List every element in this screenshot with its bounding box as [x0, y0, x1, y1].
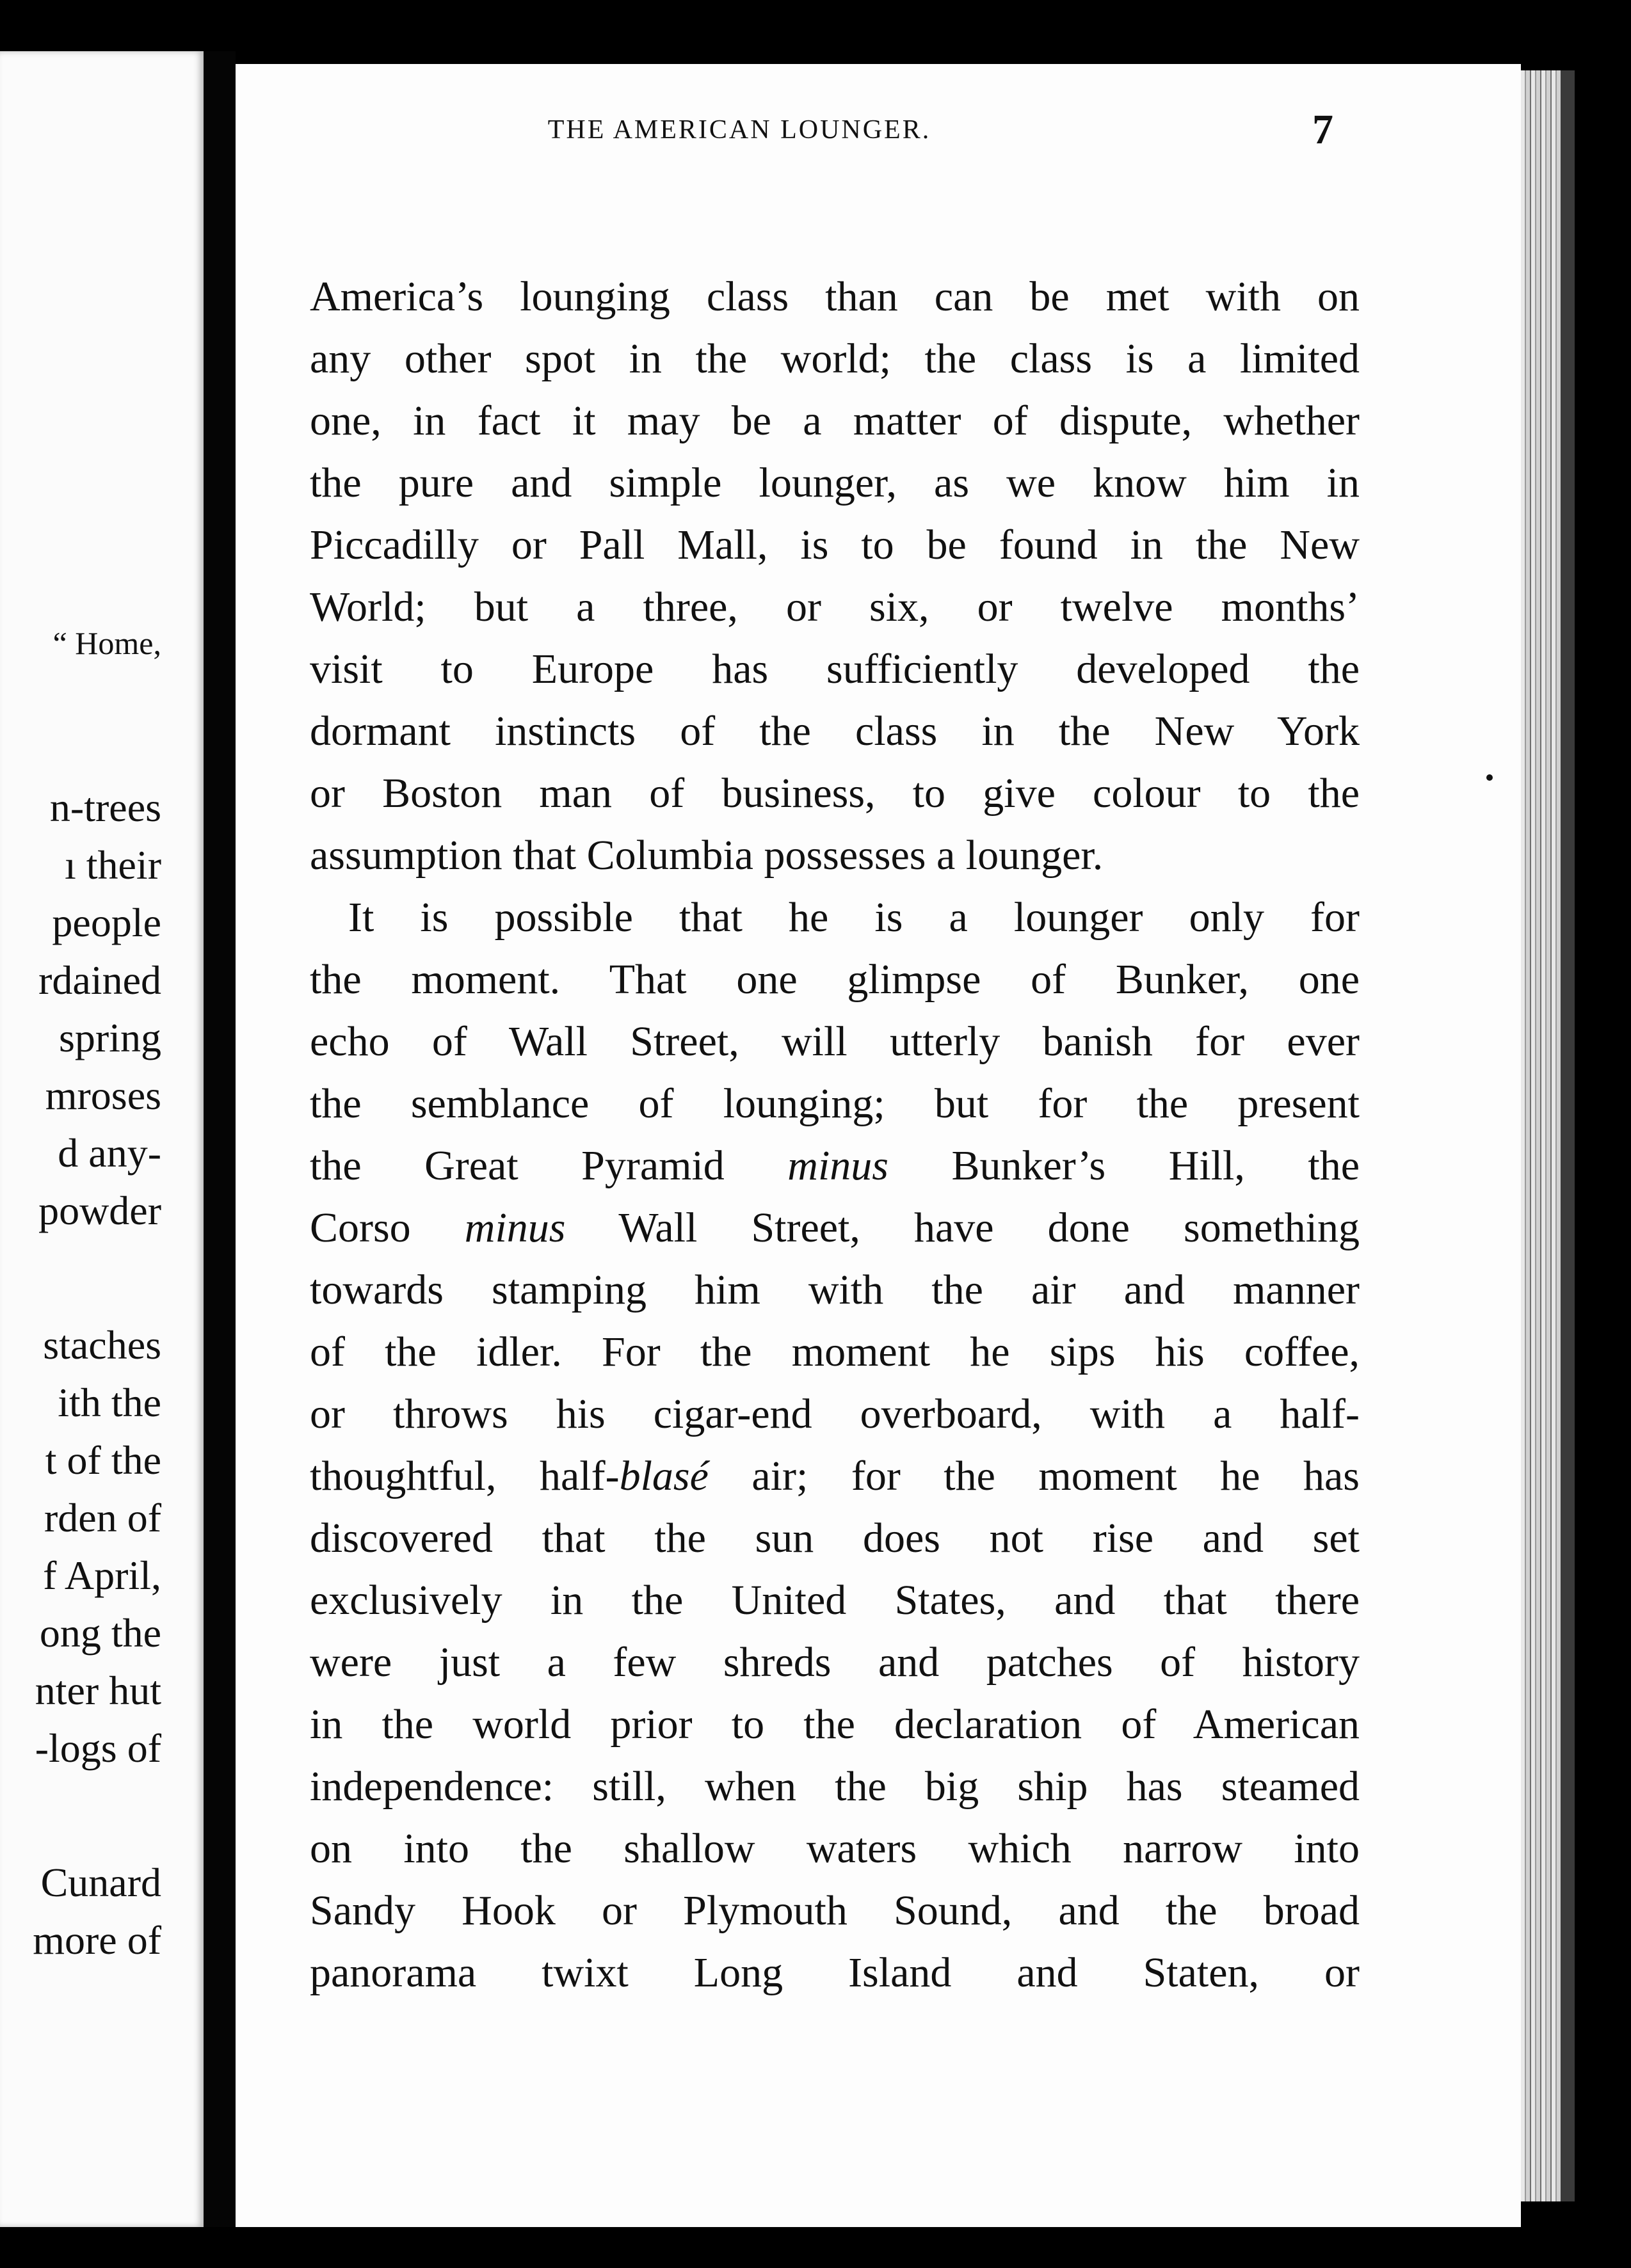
text-run: the Great Pyramid — [310, 1142, 725, 1189]
facing-page-line: ı their — [64, 842, 161, 888]
text-line: America’s lounging class than can be met with on — [310, 273, 1360, 320]
text-line-mixed — [310, 1448, 1360, 1505]
italic-text-run: blasé — [619, 1453, 709, 1499]
text-line: assumption that Columbia possesses a lounger. — [310, 832, 1104, 879]
text-line: discovered that the sun does not rise and set — [310, 1515, 1360, 1561]
text-run: air; for the moment he has — [751, 1453, 1360, 1499]
running-head: THE AMERICAN LOUNGER. — [547, 115, 931, 145]
facing-page-line: rdained — [38, 957, 161, 1003]
text-line: echo of Wall Street, will utterly banish for ever — [310, 1018, 1360, 1065]
facing-page-line: f April, — [43, 1553, 161, 1598]
facing-page-line: rden of — [44, 1495, 161, 1540]
text-line: the moment. That one glimpse of Bunker, one — [310, 956, 1360, 1003]
text-line: one, in fact it may be a matter of dispute, whether — [310, 397, 1360, 444]
text-line: any other spot in the world; the class is a limited — [310, 335, 1360, 382]
text-line: independence: still, when the big ship has steamed — [310, 1763, 1360, 1810]
facing-page-line: nter hut — [35, 1668, 161, 1713]
text-line: exclusively in the United States, and that there — [310, 1577, 1360, 1624]
facing-page-line: powder — [38, 1188, 161, 1233]
facing-page-line: -logs of — [35, 1725, 161, 1771]
text-line: the semblance of lounging; but for the present — [310, 1080, 1360, 1127]
text-line: World; but a three, or six, or twelve months’ — [310, 584, 1360, 630]
ink-speck — [1486, 774, 1493, 781]
paragraph-first-line: It is possible that he is a lounger only for — [348, 894, 1360, 941]
text-line: Piccadilly or Pall Mall, is to be found in the New — [310, 522, 1360, 568]
text-line: on into the shallow waters which narrow into — [310, 1825, 1360, 1872]
facing-page-line: t of the — [45, 1437, 161, 1483]
facing-page-line: n-trees — [49, 785, 161, 830]
facing-page-line: mroses — [45, 1073, 161, 1118]
text-run: Bunker’s Hill, the — [951, 1142, 1360, 1189]
text-run: thoughtful, half- — [310, 1453, 620, 1499]
facing-page-line: more of — [33, 1917, 161, 1963]
text-line: were just a few shreds and patches of history — [310, 1639, 1360, 1686]
italic-text-run: minus — [787, 1142, 888, 1189]
text-line: panorama twixt Long Island and Staten, or — [310, 1949, 1360, 1996]
italic-text-run: minus — [464, 1204, 566, 1251]
text-line: Sandy Hook or Plymouth Sound, and the broad — [310, 1887, 1360, 1934]
text-line: of the idler. For the moment he sips his coffee, — [310, 1329, 1360, 1375]
page-edges — [1521, 70, 1575, 2201]
book-gutter — [204, 51, 236, 2227]
text-line: or throws his cigar-end overboard, with a half- — [310, 1391, 1360, 1437]
facing-page-line: spring — [59, 1015, 161, 1060]
text-line-mixed — [310, 1200, 1360, 1256]
facing-page-line: ith the — [58, 1380, 161, 1425]
page-number: 7 — [1312, 106, 1333, 153]
facing-page — [0, 51, 204, 2227]
facing-page-line: people — [52, 900, 161, 945]
facing-page-line: d any- — [58, 1130, 161, 1176]
text-line: the pure and simple lounger, as we know him in — [310, 459, 1360, 506]
facing-page-line: staches — [43, 1322, 161, 1368]
text-run: Corso — [310, 1204, 411, 1251]
text-line: towards stamping him with the air and manner — [310, 1266, 1360, 1313]
text-line: visit to Europe has sufficiently developed the — [310, 646, 1360, 692]
facing-page-line: Cunard — [40, 1860, 161, 1905]
text-line: in the world prior to the declaration of American — [310, 1701, 1360, 1748]
facing-page-line: ong the — [39, 1610, 161, 1656]
facing-page-line: “ Home, — [52, 625, 161, 661]
text-line: or Boston man of business, to give colour to the — [310, 770, 1360, 817]
text-line-mixed — [310, 1138, 1360, 1194]
text-line: dormant instincts of the class in the New York — [310, 708, 1360, 755]
text-run: Wall Street, have done something — [618, 1204, 1360, 1251]
